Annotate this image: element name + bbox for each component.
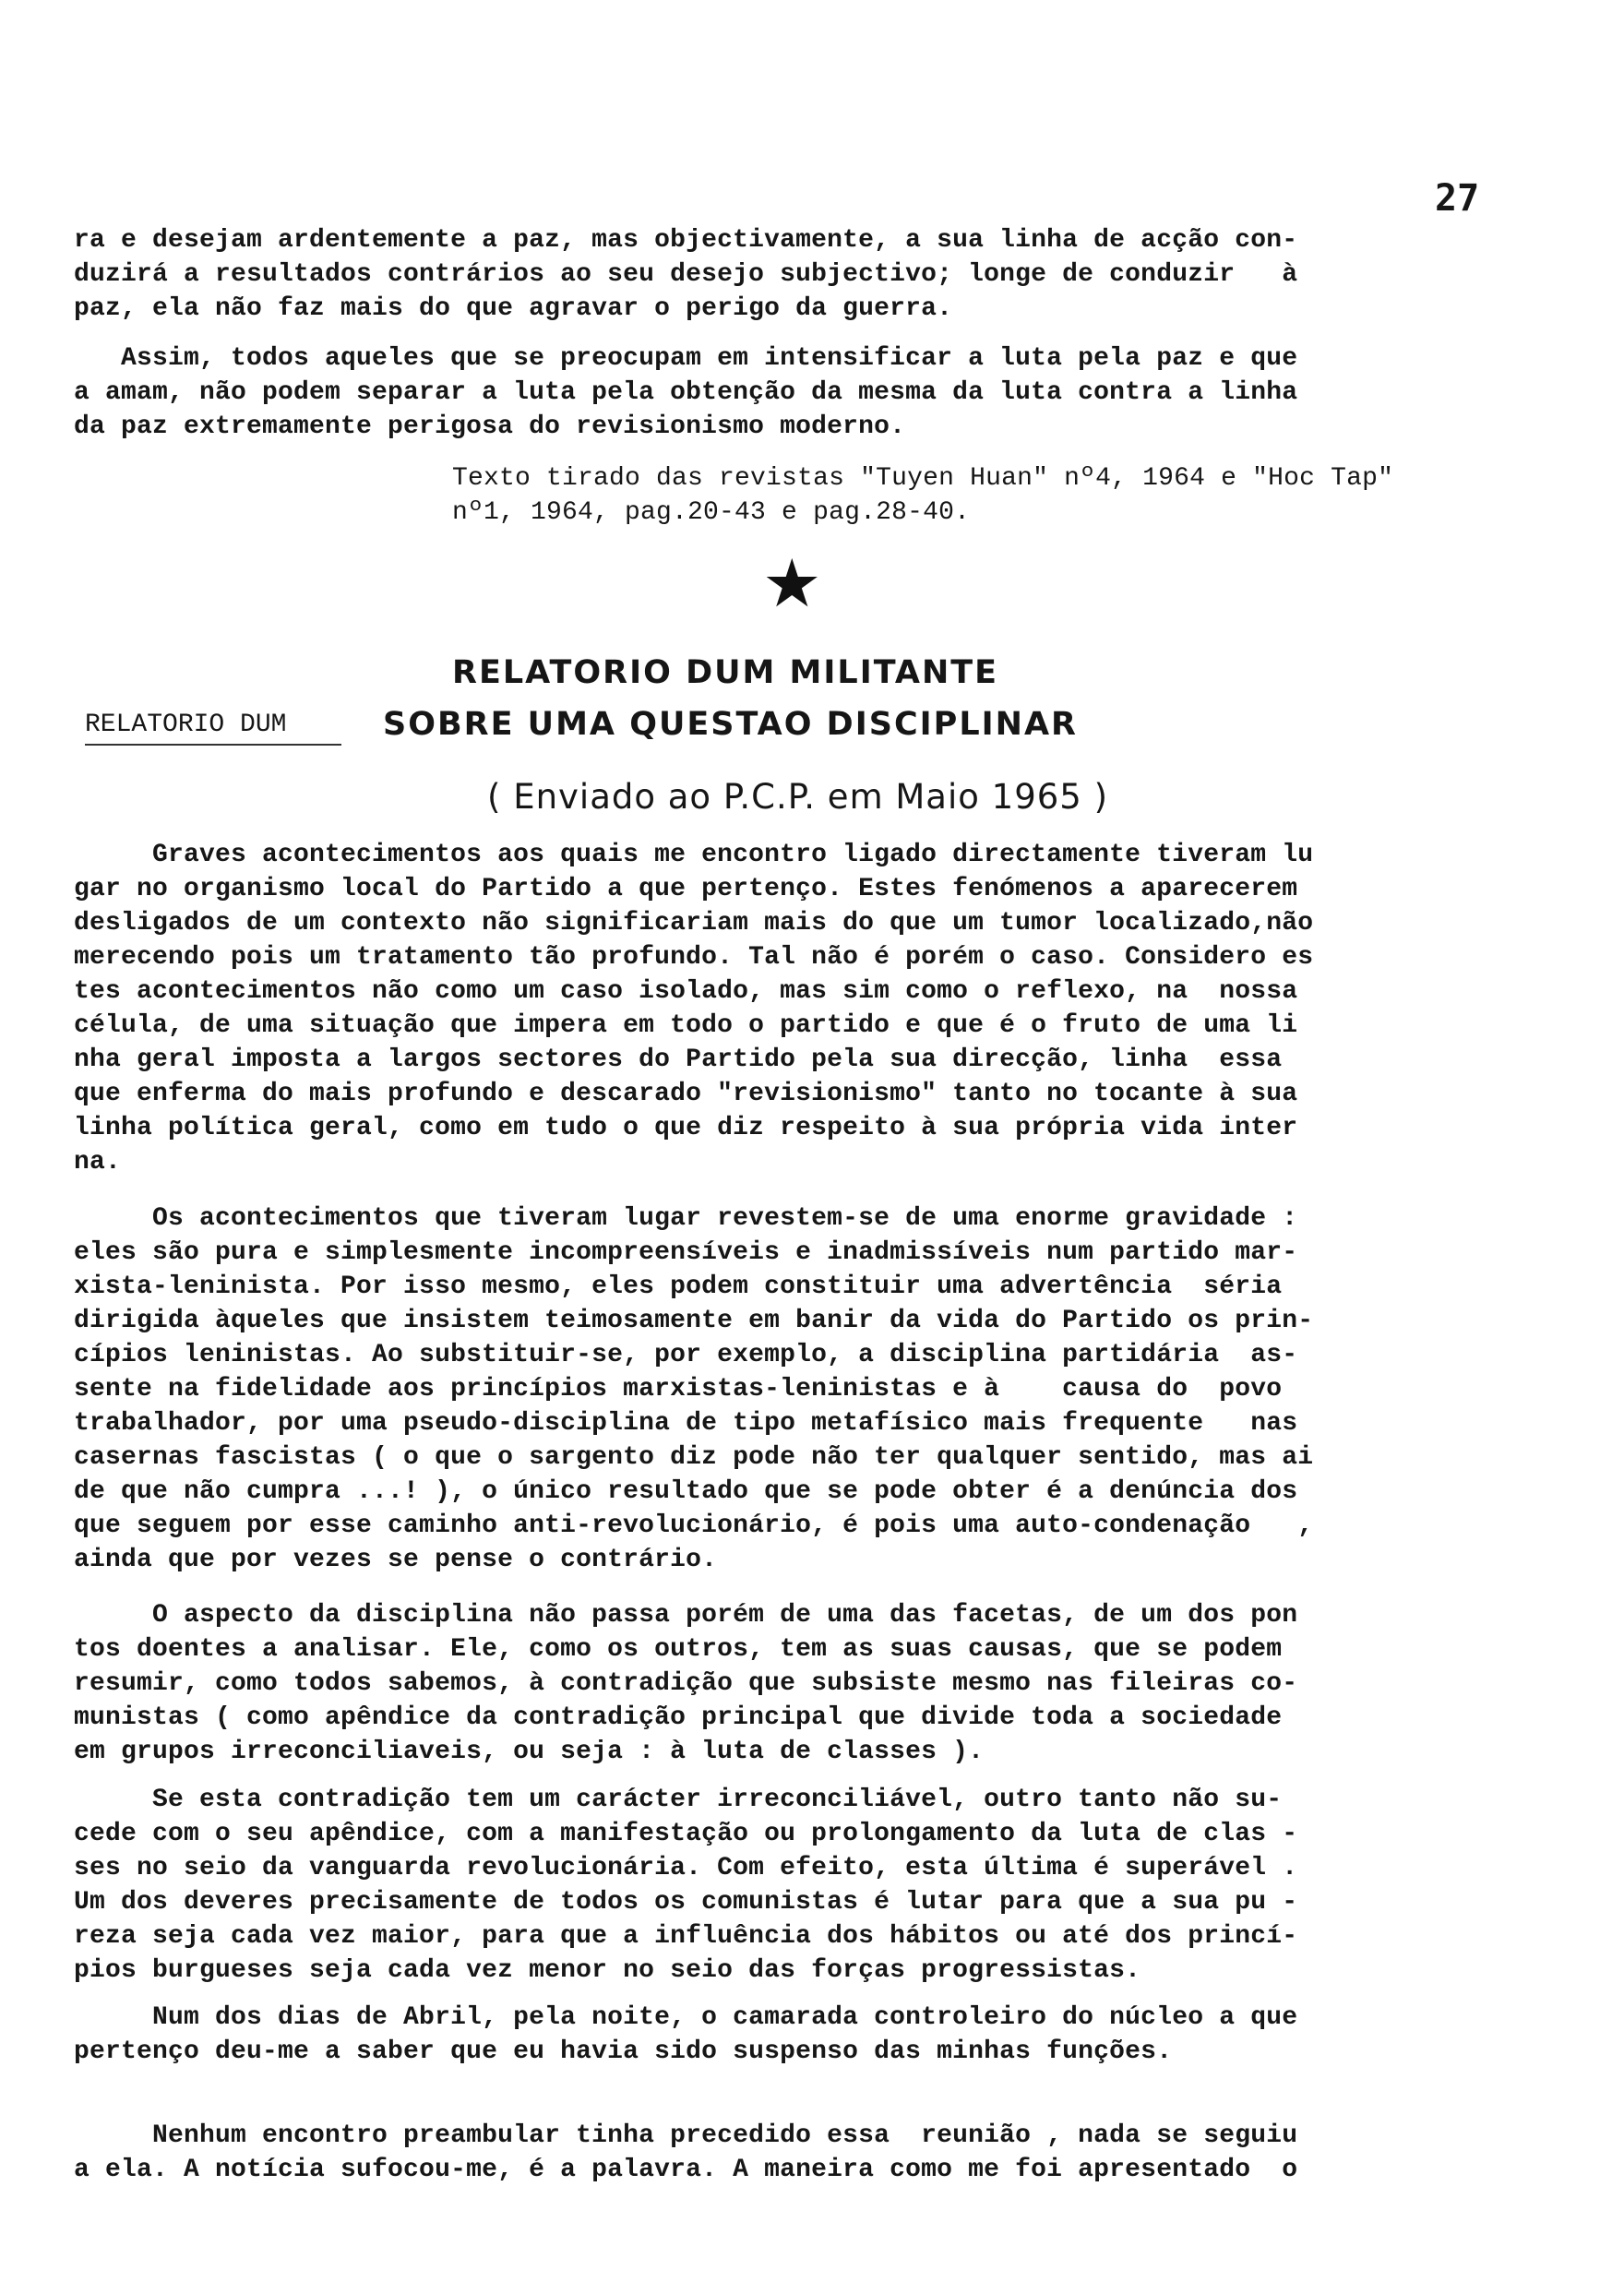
text-line: paz, ela não faz mais do que agravar o perigo da guerra. [74,294,953,323]
text-line: da paz extremamente perigosa do revisionismo moderno. [74,412,906,441]
text-line: trabalhador, por uma pseudo-disciplina de tipo metafísico mais frequente nas [74,1409,1298,1438]
text-line: a amam, não podem separar a luta pela obtenção da mesma da luta contra a linha [74,378,1298,407]
text-line: Num dos dias de Abril, pela noite, o camarada controleiro do núcleo a que [74,2003,1298,2032]
text-line: que enferma do mais profundo e descarado "revisionismo" tanto no tocante à sua [74,1080,1298,1108]
text-line: cípios leninistas. Ao substituir-se, por exemplo, a disciplina partidária as- [74,1341,1298,1369]
text-line: eles são pura e simplesmente incompreensíveis e inadmissíveis num partido mar- [74,1238,1298,1267]
text-line: resumir, como todos sabemos, à contradição que subsiste mesmo nas fileiras co- [74,1669,1298,1698]
source-citation [452,461,1559,530]
text-line: Graves acontecimentos aos quais me encontro ligado directamente tiveram lu [74,841,1314,869]
text-line: duzirá a resultados contrários ao seu desejo subjectivo; longe de conduzir à [74,260,1298,289]
text-line: tos doentes a analisar. Ele, como os outros, tem as suas causas, que se podem [74,1635,1283,1664]
text-line: nha geral imposta a largos sectores do Partido pela sua direcção, linha essa [74,1045,1283,1074]
text-line: Um dos deveres precisamente de todos os comunistas é lutar para que a sua pu - [74,1888,1298,1917]
text-line: Os acontecimentos que tiveram lugar revestem-se de uma enorme gravidade : [74,1204,1298,1233]
text-line: Se esta contradição tem um carácter irreconciliável, outro tanto não su- [74,1786,1283,1814]
text-line: ainda que por vezes se pense o contrário. [74,1546,718,1574]
body-paragraph-6 [74,2119,1495,2187]
article-title-line1: RELATORIO DUM MILITANTE [452,654,999,691]
text-line: Assim, todos aqueles que se preocupam em intensificar a luta pela paz e que [74,344,1298,373]
body-paragraph-4 [74,1783,1495,1988]
page-number: 27 [1435,177,1480,220]
text-line: cede com o seu apêndice, com a manifestação ou prolongamento da luta de clas - [74,1820,1298,1848]
text-line: linha política geral, como em tudo o que diz respeito à sua própria vida inter [74,1114,1298,1142]
text-line: na. [74,1148,122,1177]
text-line: xista-leninista. Por isso mesmo, eles podem constituir uma advertência séria [74,1272,1283,1301]
conclusion-paragraph [74,341,1495,444]
text-line: em grupos irreconciliaveis, ou seja : à luta de classes ). [74,1738,985,1766]
text-line: merecendo pois um tratamento tão profundo. Tal não é porém o caso. Considero es [74,943,1314,972]
text-line: ses no seio da vanguarda revolucionária. Com efeito, esta última é superável . [74,1854,1298,1882]
text-line: O aspecto da disciplina não passa porém de uma das facetas, de um dos pon [74,1601,1298,1630]
text-line: de que não cumpra ...! ), o único resultado que se pode obter é a denúncia dos [74,1477,1298,1506]
intro-paragraph [74,223,1495,326]
text-line: que seguem por esse caminho anti-revolucionário, é pois uma auto-condenação , [74,1511,1314,1540]
text-line: Nenhum encontro preambular tinha precedido essa reunião , nada se seguiu [74,2121,1298,2150]
text-line: casernas fascistas ( o que o sargento diz pode não ter qualquer sentido, mas ai [74,1443,1314,1472]
text-line: sente na fidelidade aos princípios marxistas-leninistas e à causa do povo [74,1375,1283,1404]
body-paragraph-3 [74,1598,1495,1769]
text-line: a ela. A notícia sufocou-me, é a palavra. A maneira como me foi apresentado o [74,2156,1298,2184]
body-paragraph-2 [74,1201,1495,1577]
text-line: reza seja cada vez maior, para que a influência dos hábitos ou até dos princí- [74,1922,1298,1951]
text-line: desligados de um contexto não significariam mais do que um tumor localizado,não [74,909,1314,938]
text-line: célula, de uma situação que impera em todo o partido e que é o fruto de uma li [74,1011,1298,1040]
text-line: pertenço deu-me a saber que eu havia sido suspenso das minhas funções. [74,2037,1173,2066]
text-line: tes acontecimentos não como um caso isolado, mas sim como o reflexo, na nossa [74,977,1298,1006]
running-head: RELATORIO DUM [85,709,341,746]
text-line: gar no organismo local do Partido a que pertenço. Estes fenómenos a aparecerem [74,875,1298,903]
body-paragraph-5 [74,2001,1495,2069]
article-title-line2: SOBRE UMA QUESTAO DISCIPLINAR [383,706,1078,743]
text-line: Texto tirado das revistas "Tuyen Huan" nº4, 1964 e "Hoc Tap" [452,464,1394,493]
text-line: munistas ( como apêndice da contradição principal que divide toda a sociedade [74,1703,1283,1732]
body-paragraph-1 [74,838,1495,1179]
star-icon: ★ [762,544,822,622]
article-subtitle: ( Enviado ao P.C.P. em Maio 1965 ) [487,777,1109,817]
text-line: ra e desejam ardentemente a paz, mas objectivamente, a sua linha de acção con- [74,226,1298,255]
text-line: dirigida àqueles que insistem teimosamente em banir da vida do Partido os prin- [74,1307,1314,1335]
text-line: nº1, 1964, pag.20-43 e pag.28-40. [452,498,971,527]
text-line: pios burgueses seja cada vez menor no seio das forças progressistas. [74,1956,1141,1985]
